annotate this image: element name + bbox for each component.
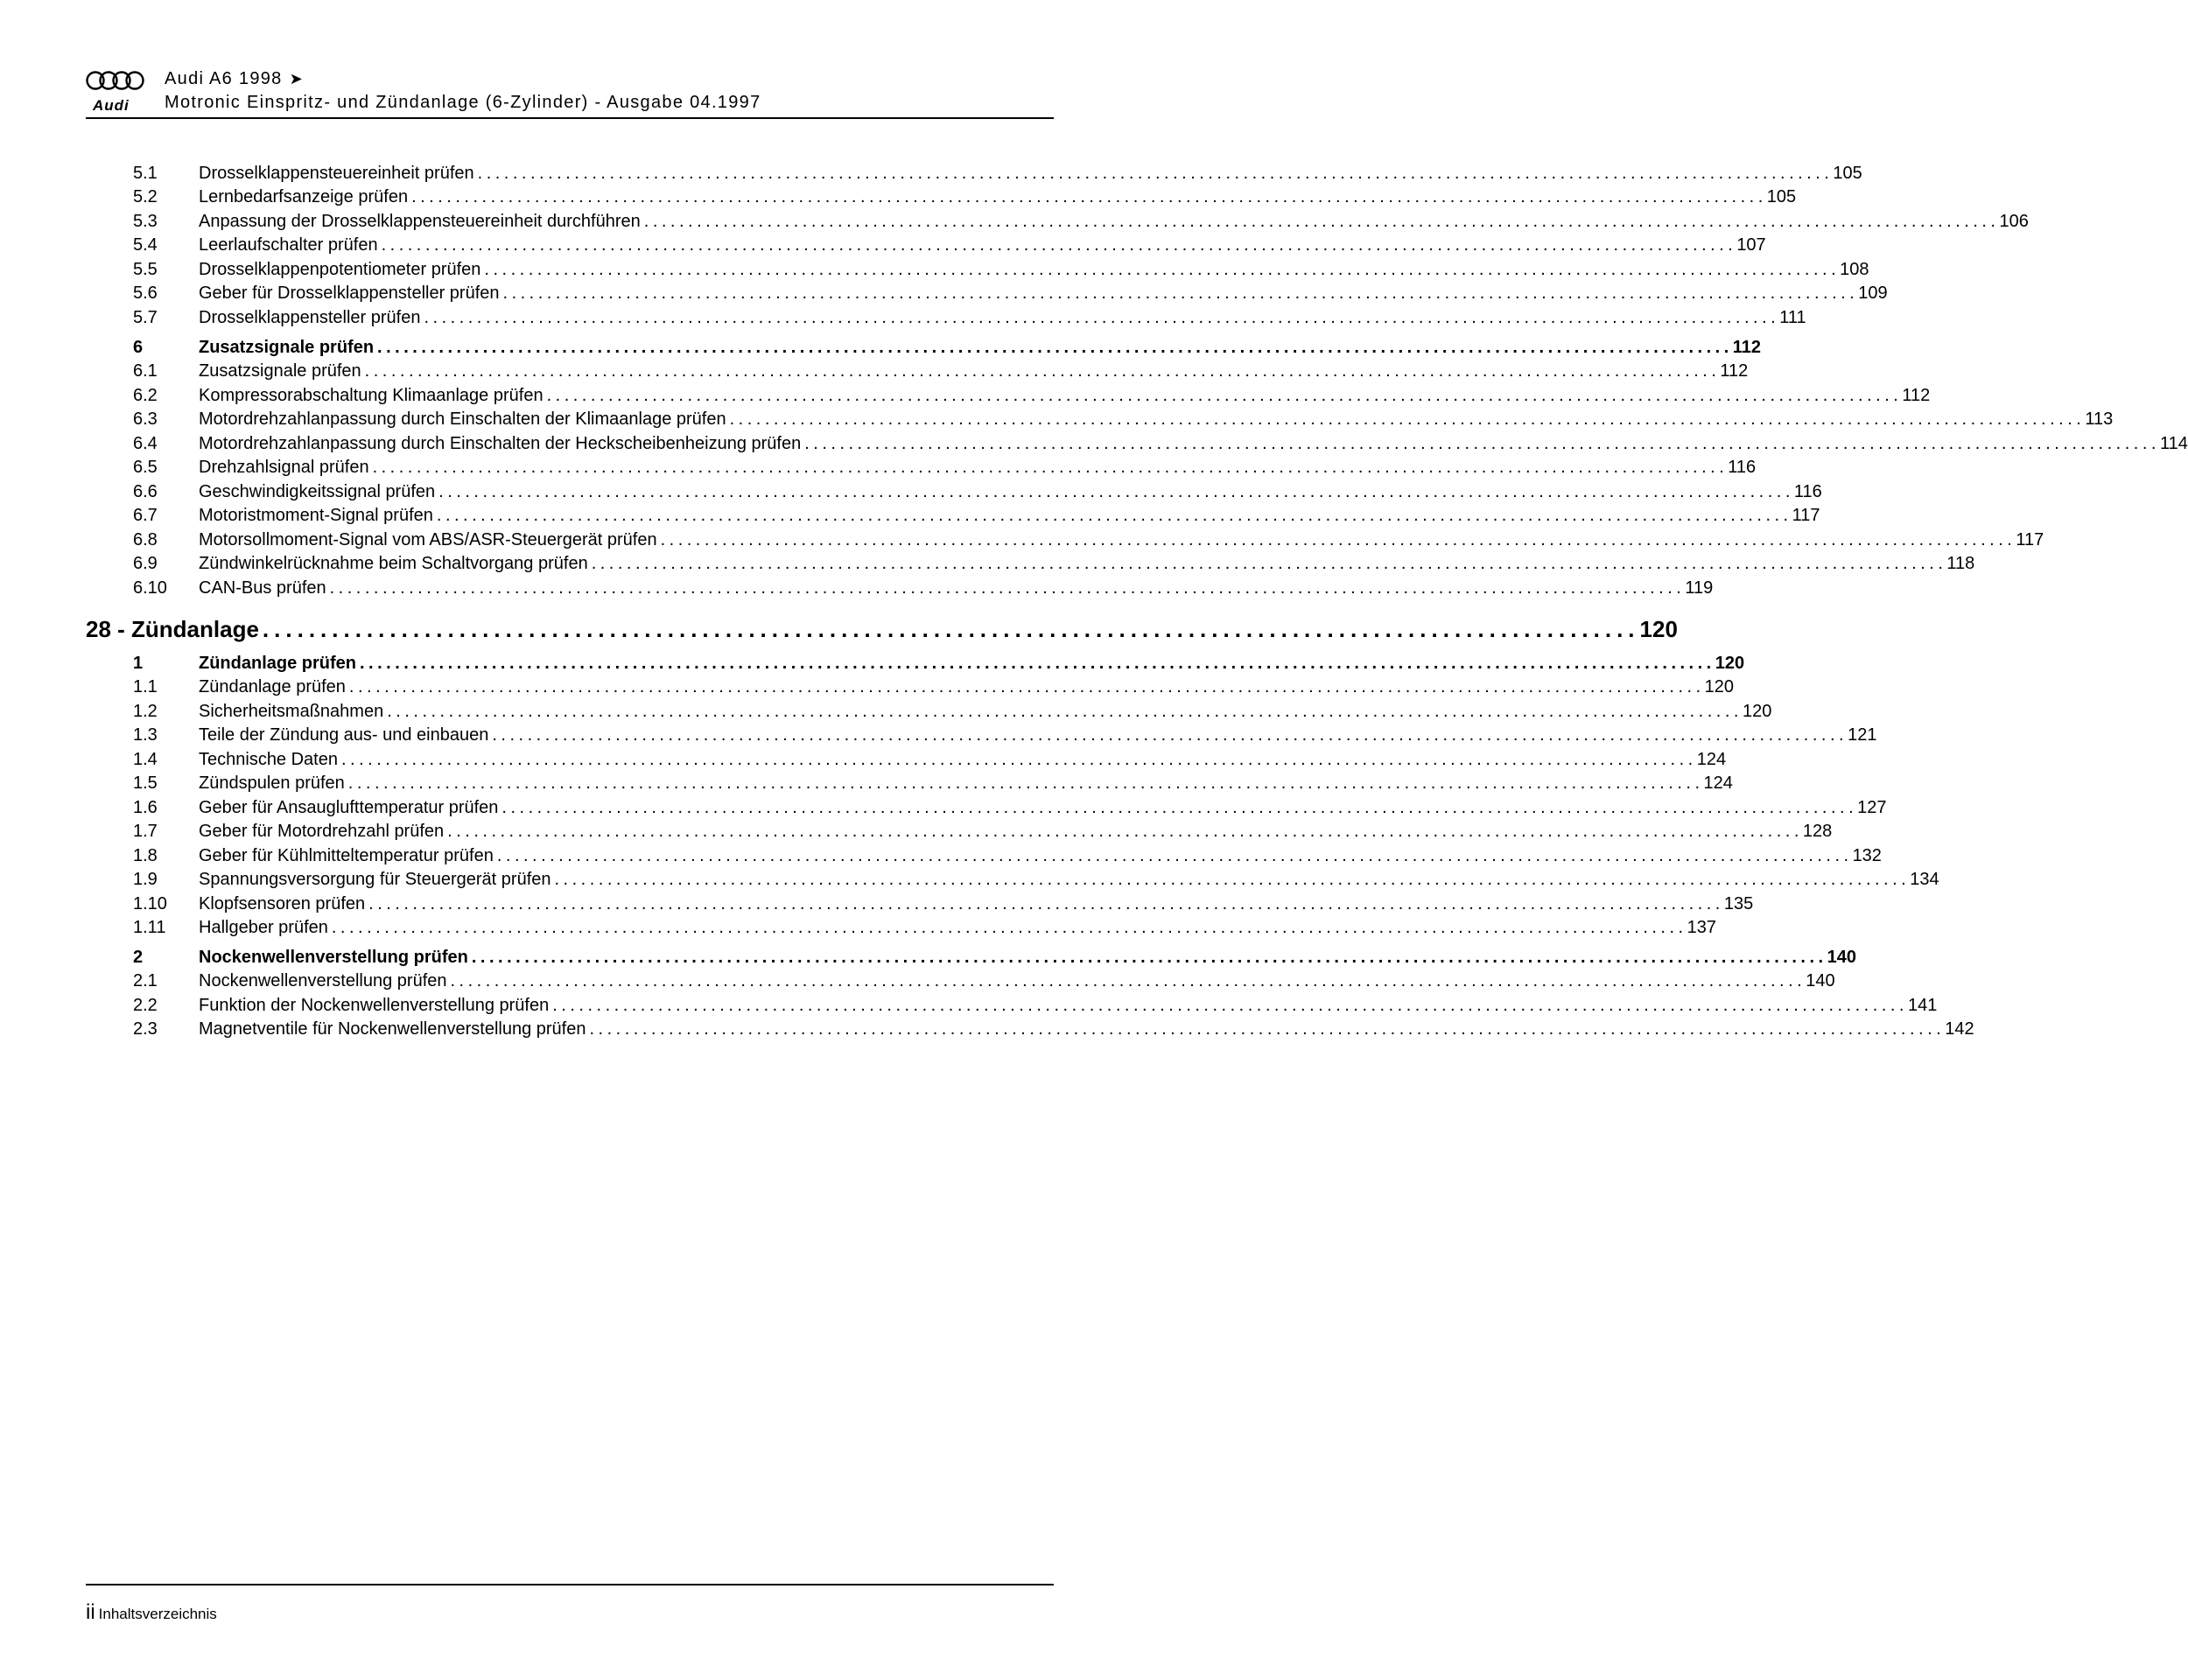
toc-entry-title: Technische Daten bbox=[199, 750, 338, 769]
toc-entry-page: 127 bbox=[1857, 798, 1887, 817]
toc-entry-2-3[interactable]: 2.3 Magnetventile für Nockenwellenverstellung prüfen .......................................................................................................................................................... 142 bbox=[133, 1019, 1974, 1039]
toc-entry-1-5[interactable]: 1.5 Zündspulen prüfen .......................................................................................................................................................... 124 bbox=[133, 774, 1733, 793]
toc-entry-1-3[interactable]: 1.3 Teile der Zündung aus- und einbauen .......................................................................................................................................................... 121 bbox=[133, 725, 1877, 745]
toc-entry-number: 1.5 bbox=[133, 774, 158, 793]
manual-subtitle: Motronic Einspritz- und Zündanlage (6-Zylinder) - Ausgabe 04.1997 bbox=[165, 93, 761, 112]
toc-entry-title: Spannungsversorgung für Steuergerät prüfen bbox=[199, 870, 551, 889]
toc-entry-page: 109 bbox=[1858, 284, 1888, 303]
toc-entry-page: 119 bbox=[1685, 578, 1714, 598]
toc-entry-number: 6.9 bbox=[133, 554, 158, 573]
toc-entry-2-1[interactable]: 2.1 Nockenwellenverstellung prüfen .......................................................................................................................................................... 140 bbox=[133, 971, 1835, 990]
toc-entry-title: Motorsollmoment-Signal vom ABS/ASR-Steuergerät prüfen bbox=[199, 530, 657, 550]
toc-entry-title: Geber für Drosselklappensteller prüfen bbox=[199, 284, 500, 303]
toc-entry-title: Geber für Motordrehzahl prüfen bbox=[199, 822, 445, 841]
manual-title-text: Audi A6 1998 bbox=[165, 69, 283, 88]
toc-entry-page: 113 bbox=[2085, 410, 2114, 429]
arrow-right-icon: ➤ bbox=[289, 70, 304, 88]
toc-entry-number: 5.3 bbox=[133, 212, 158, 231]
toc-entry-2[interactable]: 2 Nockenwellenverstellung prüfen .......................................................................................................................................................... 140 bbox=[133, 948, 1856, 967]
toc-entry-page: 137 bbox=[1687, 918, 1716, 937]
toc-entry-number: 2.1 bbox=[133, 971, 158, 990]
toc-entry-number: 2.2 bbox=[133, 996, 158, 1015]
toc-entry-title: Klopfsensoren prüfen bbox=[199, 894, 366, 914]
toc-entry-page: 111 bbox=[1779, 308, 1806, 327]
toc-entry-page: 120 bbox=[1742, 702, 1772, 721]
toc-entry-number: 1.11 bbox=[133, 918, 166, 937]
toc-entry-title: Funktion der Nockenwellenverstellung prüfen bbox=[199, 996, 550, 1015]
toc-entry-number: 6.3 bbox=[133, 410, 158, 429]
toc-entry-1-7[interactable]: 1.7 Geber für Motordrehzahl prüfen .......................................................................................................................................................... 128 bbox=[133, 822, 1833, 841]
toc-entry-page: 142 bbox=[1945, 1019, 1974, 1039]
toc-entry-number: 1.4 bbox=[133, 750, 158, 769]
toc-entry-number: 6.8 bbox=[133, 530, 158, 550]
page-header bbox=[86, 68, 1054, 119]
toc-entry-number: 2.3 bbox=[133, 1019, 158, 1039]
toc-entry-title: Drosselklappensteller prüfen bbox=[199, 308, 421, 327]
toc-entry-6-8[interactable]: 6.8 Motorsollmoment-Signal vom ABS/ASR-Steuergerät prüfen .......................................................................................................................................................... 117 bbox=[133, 530, 2044, 550]
toc-entry-number: 1.10 bbox=[133, 894, 167, 914]
page-footer bbox=[86, 1600, 217, 1625]
toc-entry-title: CAN-Bus prüfen bbox=[199, 578, 326, 598]
toc-entry-title: Motoristmoment-Signal prüfen bbox=[199, 506, 433, 525]
toc-entry-page: 112 bbox=[1732, 338, 1762, 357]
toc-entry-page: 117 bbox=[1792, 506, 1820, 525]
audi-wordmark: Audi bbox=[93, 97, 130, 114]
toc-entry-1-1[interactable]: 1.1 Zündanlage prüfen .......................................................................................................................................................... 120 bbox=[133, 677, 1735, 696]
toc-entry-page: 107 bbox=[1736, 235, 1766, 255]
toc-entry-5-2[interactable]: 5.2 Lernbedarfsanzeige prüfen .......................................................................................................................................................... 105 bbox=[133, 187, 1797, 206]
toc-entry-6[interactable]: 6 Zusatzsignale prüfen .......................................................................................................................................................... 112 bbox=[133, 338, 1762, 357]
toc-entry-page: 105 bbox=[1833, 164, 1862, 183]
toc-entry-number: 5.4 bbox=[133, 235, 158, 255]
toc-entry-title: Zündspulen prüfen bbox=[199, 774, 345, 793]
toc-entry-1-8[interactable]: 1.8 Geber für Kühlmitteltemperatur prüfen .......................................................................................................................................................... 132 bbox=[133, 846, 1882, 865]
toc-entry-title: Zusatzsignale prüfen bbox=[199, 338, 375, 357]
toc-entry-number: 6.2 bbox=[133, 386, 158, 405]
toc-entry-title: Drosselklappensteuereinheit prüfen bbox=[199, 164, 474, 183]
toc-entry-page: 117 bbox=[2016, 530, 2044, 550]
toc-entry-title: Zusatzsignale prüfen bbox=[199, 361, 361, 381]
toc-entry-number: 6.4 bbox=[133, 434, 158, 453]
toc-entry-title: Zündanlage prüfen bbox=[199, 677, 346, 696]
toc-entry-page: 108 bbox=[1840, 260, 1869, 279]
toc-entry-page: 128 bbox=[1802, 822, 1833, 841]
toc-entry-1-4[interactable]: 1.4 Technische Daten .......................................................................................................................................................... 124 bbox=[133, 750, 1727, 769]
toc-entry-number: 6.10 bbox=[133, 578, 167, 598]
toc-entry-page: 112 bbox=[1902, 386, 1931, 405]
toc-entry-number: 2 bbox=[133, 948, 144, 967]
toc-entry-page: 134 bbox=[1910, 870, 1939, 889]
toc-entry-6-1[interactable]: 6.1 Zusatzsignale prüfen .......................................................................................................................................................... 112 bbox=[133, 361, 1749, 381]
toc-entry-number: 1.8 bbox=[133, 846, 158, 865]
toc-entry-page: 141 bbox=[1907, 996, 1938, 1015]
toc-entry-page: 114 bbox=[2159, 434, 2188, 453]
toc-entry-title: Teile der Zündung aus- und einbauen bbox=[199, 725, 489, 745]
toc-entry-title: Zündanlage prüfen bbox=[199, 654, 356, 673]
toc-entry-page: 132 bbox=[1852, 846, 1882, 865]
toc-entry-number: 5.5 bbox=[133, 260, 158, 279]
toc-entry-page: 140 bbox=[1827, 948, 1856, 967]
toc-entry-number: 1.9 bbox=[133, 870, 158, 889]
toc-entry-title: Drehzahlsignal prüfen bbox=[199, 458, 369, 477]
toc-entry-title: Zündwinkelrücknahme beim Schaltvorgang prüfen bbox=[199, 554, 588, 573]
toc-entry-page: 140 bbox=[1806, 971, 1835, 990]
toc-entry-title: Geber für Kühlmitteltemperatur prüfen bbox=[199, 846, 494, 865]
toc-entry-number: 1.1 bbox=[133, 677, 158, 696]
toc-entry-title: Nockenwellenverstellung prüfen bbox=[199, 971, 447, 990]
toc-entry-page: 112 bbox=[1720, 361, 1749, 381]
toc-chapter-title: 28 - Zündanlage bbox=[86, 616, 259, 642]
toc-entry-page: 135 bbox=[1723, 894, 1754, 914]
toc-entry-6-9[interactable]: 6.9 Zündwinkelrücknahme beim Schaltvorgang prüfen .......................................................................................................................................................... 118 bbox=[133, 554, 1975, 573]
toc-entry-page: 106 bbox=[1999, 212, 2029, 231]
toc-entry-number: 6 bbox=[133, 338, 144, 357]
toc-entry-title: Motordrehzahlanpassung durch Einschalten der Heckscheibenheizung prüfen bbox=[199, 434, 802, 453]
toc-entry-title: Magnetventile für Nockenwellenverstellung prüfen bbox=[199, 1019, 586, 1039]
toc-entry-number: 1.3 bbox=[133, 725, 158, 745]
toc-entry-title: Anpassung der Drosselklappensteuereinheit durchführen bbox=[199, 212, 641, 231]
footer-section-label: Inhaltsverzeichnis bbox=[98, 1606, 217, 1622]
toc-entry-number: 1.6 bbox=[133, 798, 158, 817]
toc-entry-page: 124 bbox=[1703, 774, 1733, 793]
toc-entry-5-3[interactable]: 5.3 Anpassung der Drosselklappensteuereinheit durchführen .......................................................................................................................................................... 106 bbox=[133, 212, 2029, 231]
manual-title bbox=[165, 69, 304, 89]
footer-divider bbox=[86, 1584, 1054, 1586]
toc-entry-6-6[interactable]: 6.6 Geschwindigkeitssignal prüfen .......................................................................................................................................................... 116 bbox=[133, 482, 1822, 501]
toc-entry-title: Geber für Ansauglufttemperatur prüfen bbox=[199, 798, 499, 817]
toc-entry-1-10[interactable]: 1.10 Klopfsensoren prüfen .......................................................................................................................................................... 135 bbox=[133, 894, 1754, 914]
toc-entry-number: 6.5 bbox=[133, 458, 158, 477]
toc-entry-number: 5.2 bbox=[133, 187, 158, 206]
toc-entry-title: Hallgeber prüfen bbox=[199, 918, 328, 937]
toc-entry-6-7[interactable]: 6.7 Motoristmoment-Signal prüfen .......................................................................................................................................................... 117 bbox=[133, 506, 1820, 525]
toc-entry-title: Geschwindigkeitssignal prüfen bbox=[199, 482, 436, 501]
toc-entry-number: 5.1 bbox=[133, 164, 158, 183]
toc-entry-number: 1.2 bbox=[133, 702, 158, 721]
toc-entry-title: Kompressorabschaltung Klimaanlage prüfen bbox=[199, 386, 543, 405]
toc-entry-page: 121 bbox=[1848, 725, 1877, 745]
toc-entry-5-5[interactable]: 5.5 Drosselklappenpotentiometer prüfen .......................................................................................................................................................... 108 bbox=[133, 260, 1869, 279]
toc-entry-6-4[interactable]: 6.4 Motordrehzahlanpassung durch Einschalten der Heckscheibenheizung prüfen .......................................................................................................................................................... 114 bbox=[133, 434, 2188, 453]
toc-entry-6-3[interactable]: 6.3 Motordrehzahlanpassung durch Einschalten der Klimaanlage prüfen .......................................................................................................................................................... 113 bbox=[133, 410, 2114, 429]
toc-entry-page: 118 bbox=[1946, 554, 1975, 573]
toc-entry-6-10[interactable]: 6.10 CAN-Bus prüfen .......................................................................................................................................................... 119 bbox=[133, 578, 1714, 598]
toc-entry-5-1[interactable]: 5.1 Drosselklappensteuereinheit prüfen .......................................................................................................................................................... 105 bbox=[133, 164, 1862, 183]
toc-entry-2-2[interactable]: 2.2 Funktion der Nockenwellenverstellung prüfen .......................................................................................................................................................... 141 bbox=[133, 996, 1938, 1015]
toc-entry-number: 1 bbox=[133, 654, 144, 673]
toc-entry-page: 116 bbox=[1728, 458, 1757, 477]
toc-entry-1-2[interactable]: 1.2 Sicherheitsmaßnahmen .......................................................................................................................................................... 120 bbox=[133, 702, 1772, 721]
toc-entry-title: Lernbedarfsanzeige prüfen bbox=[199, 187, 409, 206]
toc-entry-title: Drosselklappenpotentiometer prüfen bbox=[199, 260, 481, 279]
toc-entry-5-6[interactable]: 5.6 Geber für Drosselklappensteller prüfen .......................................................................................................................................................... 109 bbox=[133, 284, 1888, 303]
toc-entry-5-4[interactable]: 5.4 Leerlaufschalter prüfen .......................................................................................................................................................... 107 bbox=[133, 235, 1766, 255]
toc-entry-5-7[interactable]: 5.7 Drosselklappensteller prüfen .......................................................................................................................................................... 111 bbox=[133, 308, 1806, 327]
toc-entry-number: 6.6 bbox=[133, 482, 158, 501]
toc-entry-page: 116 bbox=[1793, 482, 1822, 501]
toc-entry-title: Nockenwellenverstellung prüfen bbox=[199, 948, 468, 967]
toc-entry-page: 105 bbox=[1766, 187, 1797, 206]
toc-chapter-28[interactable]: 28 - Zündanlage ....................................................................................................................... 120 bbox=[86, 616, 1678, 642]
toc-entry-6-2[interactable]: 6.2 Kompressorabschaltung Klimaanlage prüfen .......................................................................................................................................................... 112 bbox=[133, 386, 1931, 405]
toc-entry-1[interactable]: 1 Zündanlage prüfen .......................................................................................................................................................... 120 bbox=[133, 654, 1745, 673]
toc-entry-title: Sicherheitsmaßnahmen bbox=[199, 702, 384, 721]
toc-entry-1-11[interactable]: 1.11 Hallgeber prüfen .......................................................................................................................................................... 137 bbox=[133, 918, 1716, 937]
toc-entry-number: 1.7 bbox=[133, 822, 158, 841]
audi-rings-logo bbox=[86, 70, 144, 91]
toc-entry-number: 5.6 bbox=[133, 284, 158, 303]
toc-entry-title: Leerlaufschalter prüfen bbox=[199, 235, 378, 255]
toc-entry-6-5[interactable]: 6.5 Drehzahlsignal prüfen .......................................................................................................................................................... 116 bbox=[133, 458, 1757, 477]
toc-entry-number: 6.7 bbox=[133, 506, 158, 525]
toc-entry-1-6[interactable]: 1.6 Geber für Ansauglufttemperatur prüfen .......................................................................................................................................................... 127 bbox=[133, 798, 1887, 817]
toc-entry-number: 5.7 bbox=[133, 308, 158, 327]
toc-entry-page: 124 bbox=[1696, 750, 1727, 769]
footer-page-number: ii bbox=[86, 1600, 95, 1624]
toc-entry-page: 120 bbox=[1704, 677, 1735, 696]
toc-entry-page: 120 bbox=[1715, 654, 1745, 673]
toc-entry-1-9[interactable]: 1.9 Spannungsversorgung für Steuergerät prüfen .......................................................................................................................................................... 134 bbox=[133, 870, 1939, 889]
toc-chapter-page: 120 bbox=[1639, 616, 1678, 642]
toc-entry-title: Motordrehzahlanpassung durch Einschalten der Klimaanlage prüfen bbox=[199, 410, 726, 429]
toc-entry-number: 6.1 bbox=[133, 361, 158, 381]
